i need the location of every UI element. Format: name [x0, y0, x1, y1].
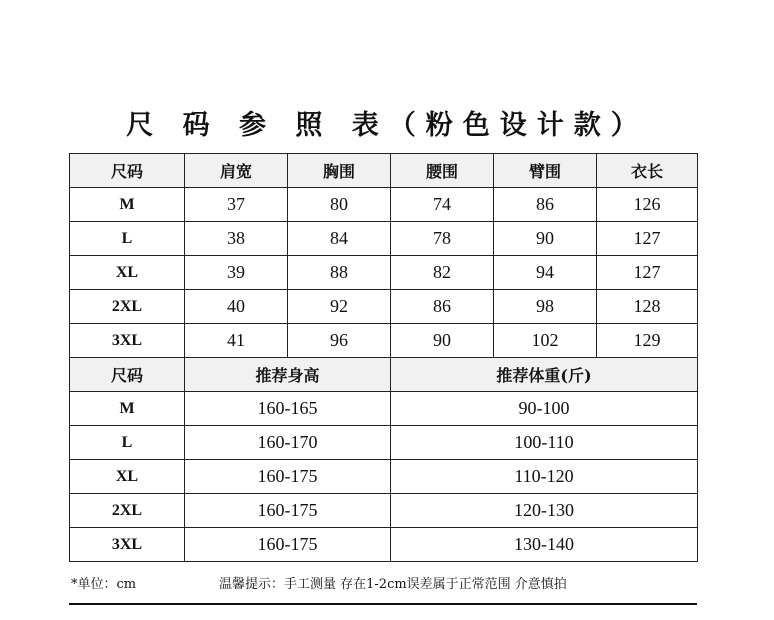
measure-cell: 127 — [597, 222, 698, 256]
measure-cell: 37 — [185, 188, 288, 222]
measure-cell: 86 — [494, 188, 597, 222]
column-header: 胸围 — [288, 154, 391, 188]
size-label: 2XL — [70, 290, 185, 324]
measure-cell: 128 — [597, 290, 698, 324]
size-label: XL — [70, 460, 185, 494]
recommend-cell: 120-130 — [391, 494, 698, 528]
measure-cell: 127 — [597, 256, 698, 290]
measure-cell: 98 — [494, 290, 597, 324]
table-row — [70, 222, 698, 256]
recommend-cell: 130-140 — [391, 528, 698, 562]
recommend-cell: 110-120 — [391, 460, 698, 494]
measure-cell: 82 — [391, 256, 494, 290]
table-row — [70, 290, 698, 324]
measure-cell: 92 — [288, 290, 391, 324]
measure-cell: 86 — [391, 290, 494, 324]
column-header: 推荐身高 — [185, 358, 391, 392]
column-header: 尺码 — [70, 358, 185, 392]
column-header: 衣长 — [597, 154, 698, 188]
table-row — [70, 460, 698, 494]
table-row — [70, 256, 698, 290]
table-row — [70, 494, 698, 528]
measure-cell: 74 — [391, 188, 494, 222]
size-label: L — [70, 222, 185, 256]
table-row — [70, 528, 698, 562]
recommend-cell: 160-165 — [185, 392, 391, 426]
unit-note: *单位：cm — [71, 577, 137, 592]
measure-cell: 96 — [288, 324, 391, 358]
column-header: 推荐体重(斤) — [391, 358, 698, 392]
table-row — [70, 324, 698, 358]
size-label: L — [70, 426, 185, 460]
recommend-cell: 160-175 — [185, 494, 391, 528]
recommend-cell: 100-110 — [391, 426, 698, 460]
measure-cell: 102 — [494, 324, 597, 358]
size-label: M — [70, 392, 185, 426]
measurement-tip: 温馨提示：手工测量 存在1-2cm误差属于正常范围 介意慎拍 — [219, 577, 567, 592]
measure-cell: 94 — [494, 256, 597, 290]
measure-cell: 40 — [185, 290, 288, 324]
measure-cell: 84 — [288, 222, 391, 256]
size-chart-table — [69, 153, 698, 562]
measure-cell: 78 — [391, 222, 494, 256]
size-label: 2XL — [70, 494, 185, 528]
measure-cell: 129 — [597, 324, 698, 358]
recommend-cell: 160-175 — [185, 460, 391, 494]
recommend-cell: 160-170 — [185, 426, 391, 460]
measure-cell: 90 — [494, 222, 597, 256]
measure-cell: 39 — [185, 256, 288, 290]
measure-cell: 90 — [391, 324, 494, 358]
measure-cell: 80 — [288, 188, 391, 222]
size-label: XL — [70, 256, 185, 290]
page-title: 尺 码 参 照 表（粉色设计款） — [126, 110, 648, 141]
column-header: 尺码 — [70, 154, 185, 188]
measure-cell: 41 — [185, 324, 288, 358]
recommend-cell: 160-175 — [185, 528, 391, 562]
recommend-header-row — [70, 358, 698, 392]
measure-cell: 126 — [597, 188, 698, 222]
measure-cell: 88 — [288, 256, 391, 290]
measure-header-row — [70, 154, 698, 188]
size-label: 3XL — [70, 528, 185, 562]
column-header: 肩宽 — [185, 154, 288, 188]
size-label: 3XL — [70, 324, 185, 358]
bottom-divider — [69, 603, 697, 605]
column-header: 臂围 — [494, 154, 597, 188]
table-row — [70, 392, 698, 426]
size-label: M — [70, 188, 185, 222]
table-row — [70, 188, 698, 222]
recommend-cell: 90-100 — [391, 392, 698, 426]
column-header: 腰围 — [391, 154, 494, 188]
measure-cell: 38 — [185, 222, 288, 256]
table-row — [70, 426, 698, 460]
